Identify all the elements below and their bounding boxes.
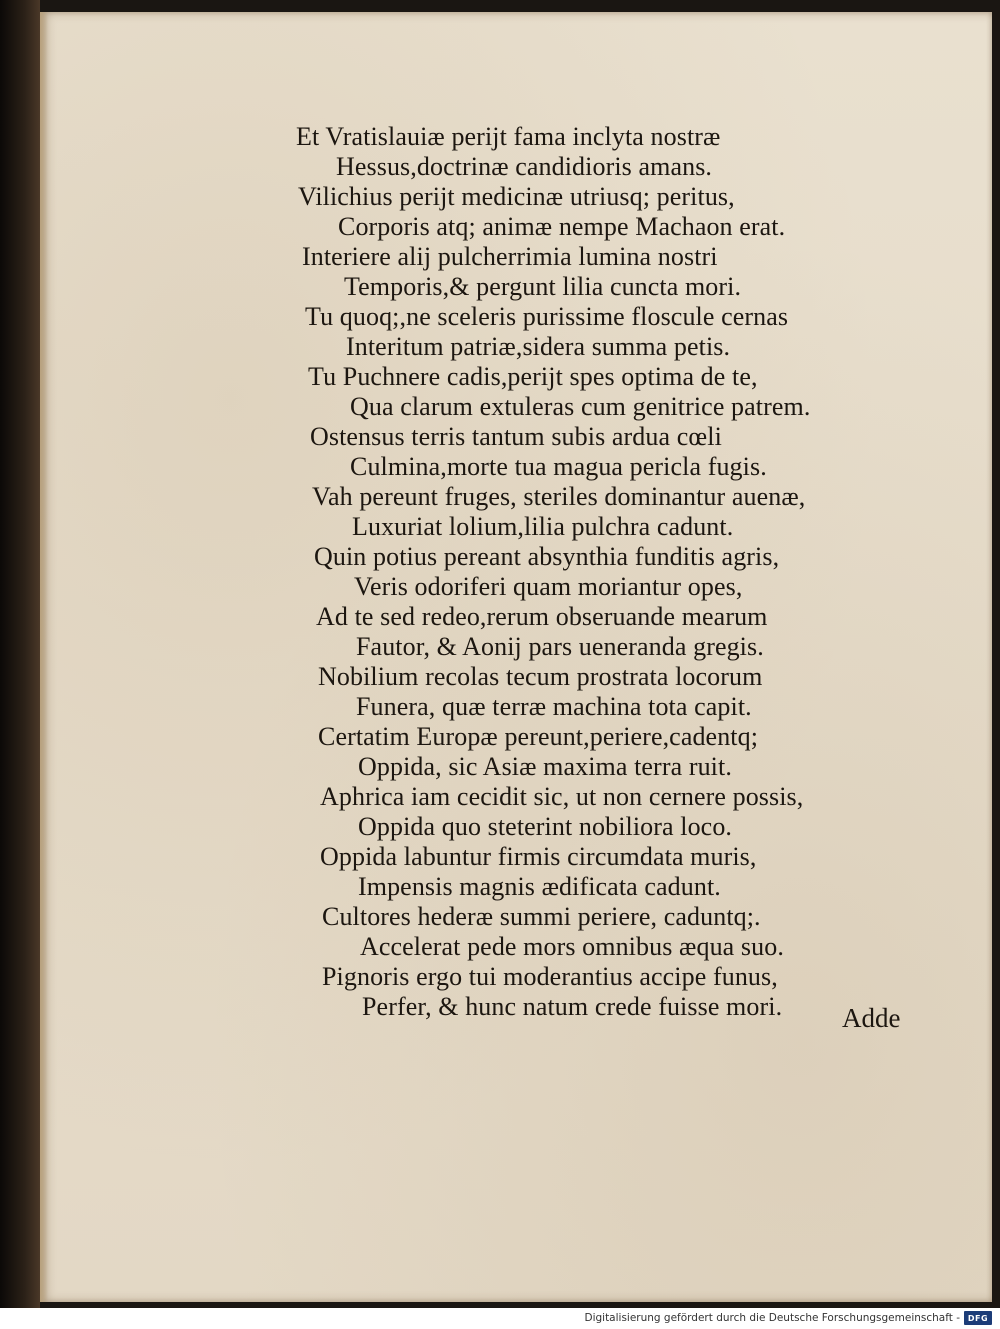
verse-line-26: Impensis magnis ædificata cadunt.: [358, 872, 721, 901]
dfg-logo-icon: [964, 1311, 992, 1325]
verse-line-3: Vilichius perijt medicinæ utriusq; peritus,: [298, 182, 735, 211]
verse-line-14: Luxuriat lolium,lilia pulchra cadunt.: [352, 512, 734, 541]
verse-line-11: Ostensus terris tantum subis ardua cœli: [310, 422, 722, 451]
verse-line-22: Oppida, sic Asiæ maxima terra ruit.: [358, 752, 732, 781]
verse-line-4: Corporis atq; animæ nempe Machaon erat.: [338, 212, 786, 241]
verse-line-8: Interitum patriæ,sidera summa petis.: [346, 332, 731, 361]
verse-line-27: Cultores hederæ summi periere, caduntq;.: [322, 902, 761, 931]
verse-line-2: Hessus,doctrinæ candidioris amans.: [336, 152, 713, 181]
dfg-logo-text: DFG: [967, 1313, 989, 1323]
verse-line-29: Pignoris ergo tui moderantius accipe funus,: [322, 962, 778, 991]
verse-line-18: Fautor, & Aonij pars ueneranda gregis.: [356, 632, 764, 661]
footer-credit: Digitalisierung gefördert durch die Deutsche Forschungsgemeinschaft -: [584, 1312, 960, 1324]
verse-line-16: Veris odoriferi quam moriantur opes,: [354, 572, 743, 601]
verse-line-5: Interiere alij pulcherrimia lumina nostri: [302, 242, 718, 271]
verse-line-28: Accelerat pede mors omnibus æqua suo.: [360, 932, 784, 961]
verse-line-10: Qua clarum extuleras cum genitrice patrem.: [350, 392, 811, 421]
verse-line-1: Et Vratislauiæ perijt fama inclyta nostræ: [296, 122, 721, 151]
catchword: Adde: [842, 1003, 901, 1033]
verse-line-25: Oppida labuntur firmis circumdata muris,: [320, 842, 757, 871]
verse-line-9: Tu Puchnere cadis,perijt spes optima de te,: [308, 362, 758, 391]
verse-line-19: Nobilium recolas tecum prostrata locorum: [318, 662, 763, 691]
verse-line-15: Quin potius pereant absynthia funditis agris,: [314, 542, 780, 571]
verse-line-24: Oppida quo steterint nobiliora loco.: [358, 812, 733, 841]
verse-line-12: Culmina,morte tua magua pericla fugis.: [350, 452, 767, 481]
verse-line-6: Temporis,& pergunt lilia cuncta mori.: [344, 272, 742, 301]
verse-line-23: Aphrica iam cecidit sic, ut non cernere possis,: [320, 782, 804, 811]
verse-line-7: Tu quoq;,ne sceleris purissime flosculе cernas: [305, 302, 789, 331]
verse-line-17: Ad te sed redeo,rerum obseruande mearum: [316, 602, 768, 631]
verse-line-20: Funera, quæ terræ machina tota capit.: [356, 692, 752, 721]
digitization-footer: [0, 1308, 1000, 1329]
verse-line-21: Certatim Europæ pereunt,periere,cadentq;: [318, 722, 759, 751]
verse-line-13: Vah pereunt fruges, steriles dominantur auenæ,: [312, 482, 806, 511]
verse-line-30: Perfer, & hunc natum crede fuisse mori.: [362, 992, 783, 1021]
